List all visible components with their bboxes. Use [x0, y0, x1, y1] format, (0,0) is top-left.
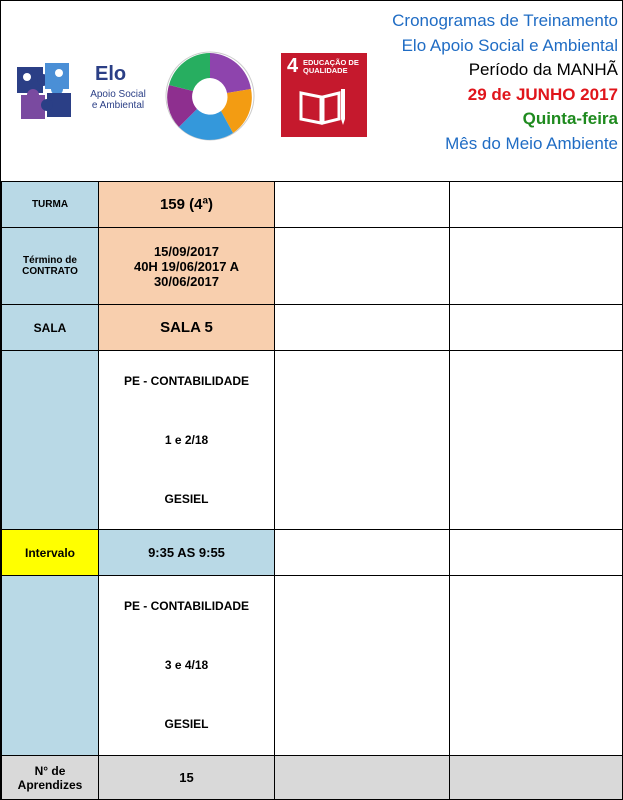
sdg-4-badge: [281, 53, 367, 137]
lesson-2-cell: [99, 576, 275, 756]
lesson-1-subject: PE - CONTABILIDADE: [123, 373, 250, 388]
lesson-2-subject: PE - CONTABILIDADE: [123, 599, 250, 613]
sdg-book-icon: [297, 87, 347, 127]
title-month-theme: Mês do Meio Ambiente: [445, 133, 618, 153]
schedule-table: [1, 181, 623, 800]
lesson-1-teacher: GESIEL: [164, 491, 209, 506]
termino-line-2: 40H 19/06/2017 A: [133, 258, 240, 274]
empty-cell: [450, 530, 623, 576]
puzzle-logo-icon: [13, 59, 79, 123]
lesson-1-session: 1 e 2/18: [164, 432, 209, 447]
title-date: 29 de JUNHO 2017: [467, 84, 618, 104]
header: [1, 1, 622, 181]
aprendizes-label-line-2: Aprendizes: [17, 777, 83, 792]
table-row-intervalo: [2, 530, 623, 576]
turma-value: 159 (4ª): [99, 182, 275, 228]
title-weekday: Quinta-feira: [522, 109, 618, 128]
empty-cell: [275, 351, 450, 530]
table-row-aprendizes: [2, 756, 623, 800]
termino-line-1: 15/09/2017: [153, 243, 220, 259]
lesson-2-session: 3 e 4/18: [164, 658, 209, 672]
empty-cell: [450, 351, 623, 530]
sala-label: SALA: [2, 305, 99, 351]
table-row-turma: [2, 182, 623, 228]
table-row-termino: [2, 228, 623, 305]
empty-cell: [450, 228, 623, 305]
empty-cell: [275, 530, 450, 576]
sala-value: SALA 5: [99, 305, 275, 351]
elo-word: Elo: [95, 63, 127, 85]
elo-logo: [13, 59, 153, 119]
turma-label: TURMA: [2, 182, 99, 228]
empty-cell: [450, 305, 623, 351]
intervalo-label: Intervalo: [2, 530, 99, 576]
sdg-number: 4: [287, 55, 299, 77]
title-periodo: Período da MANHÃ: [468, 60, 618, 79]
table-row-lesson-2: [2, 576, 623, 756]
empty-cell: [275, 305, 450, 351]
empty-cell: [275, 756, 450, 800]
empty-cell: [275, 228, 450, 305]
lesson-2-label: [2, 576, 99, 756]
termino-label: [2, 228, 99, 305]
header-titles: [392, 9, 618, 156]
title-elo: Elo Apoio Social e Ambiental: [401, 35, 618, 55]
lesson-1-label: [2, 351, 99, 530]
empty-cell: [275, 182, 450, 228]
empty-cell: [450, 182, 623, 228]
termino-label-line-1: Término de: [23, 255, 77, 266]
intervalo-value: 9:35 AS 9:55: [99, 530, 275, 576]
empty-cell: [275, 576, 450, 756]
lesson-1-cell: [99, 351, 275, 530]
elo-subtitle-line-2: e Ambiental: [91, 100, 145, 111]
sdg-wheel-icon: [165, 51, 255, 141]
title-cronogramas: Cronogramas de Treinamento: [392, 11, 618, 30]
termino-line-3: 30/06/2017: [153, 273, 220, 289]
termino-value: [99, 228, 275, 305]
table-row-lesson-1: [2, 351, 623, 530]
aprendizes-label-line-1: N° de: [34, 763, 66, 778]
table-row-sala: [2, 305, 623, 351]
empty-cell: [450, 756, 623, 800]
elo-subtitle-line-1: Apoio Social: [90, 89, 146, 100]
termino-label-line-2: CONTRATO: [22, 266, 78, 277]
aprendizes-value: 15: [99, 756, 275, 800]
lesson-2-teacher: GESIEL: [164, 717, 209, 731]
aprendizes-label: [2, 756, 99, 800]
empty-cell: [450, 576, 623, 756]
elo-subtitle: [83, 89, 153, 111]
sdg-label: EDUCAÇÃO DE QUALIDADE: [303, 58, 359, 75]
